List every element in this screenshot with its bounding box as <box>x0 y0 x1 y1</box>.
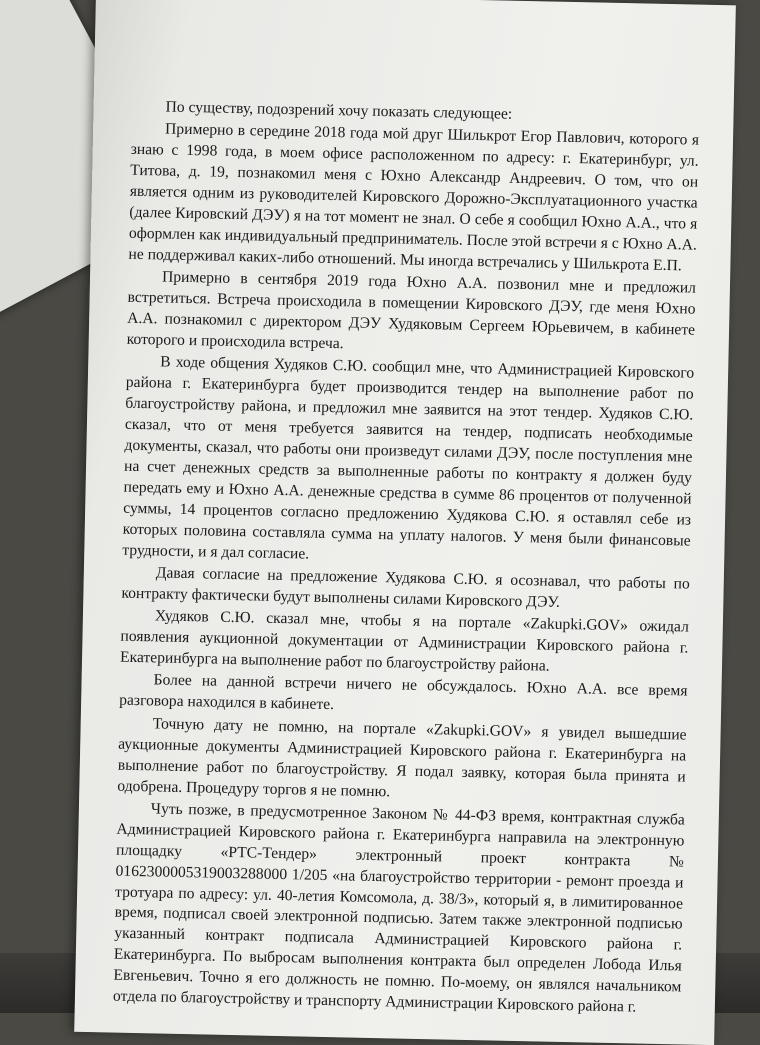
paragraph-meeting-end: Более на данной встречи ничего не обсуждалось. Юхно А.А. все время разговора находился в кабинете. <box>118 671 688 714</box>
paragraph-tender-offer: В ходе общения Худяков С.Ю. сообщил мне, что Администрацией Кировского района г. Екатеринбурга будет производится тендер на выполнение работ по благоустройству района, и предложил мне заявится на этот тендер. Худяков С.Ю. сказал, что от меня требуется заявится на тендер, подписать необходимые документы, сказал, что работы они произведут силами ДЭУ, после поступления мне на счет денежных средств за выполненные работы по контракту я должен буду передать ему и Юхно А.А. денежные средства в сумме 86 процентов от полученной суммы, 14 процентов согласно предложению Худякова С.Ю. я оставлял себе из которых половина составляла сумма на уплату налогов. У меня были финансовые трудности, и я дал согласие. <box>122 353 695 563</box>
document-body <box>113 97 700 1021</box>
paragraph-meeting: Примерно в сентября 2019 года Юхно А.А. позвонил мне и предложил встретиться. Встреча происходила в помещении Кировского ДЭУ, где меня Юхно А.А. познакомил с директором ДЭУ Худяковым Сергеем Юрьевичем, в кабинете которого и происходила встреча. <box>126 268 697 353</box>
paragraph-contract: Чуть позже, в предусмотренное Законом № 44-ФЗ время, контрактная служба Администрацией Кировского района г. Екатеринбурга направила на электронную площадку «РТС-Тендер» электронный проект контракта № 0162300005319003288000 1/205 «на благоустройство территории - ремонт проезда и тротуара по адресу: ул. 40-летия Комсомола, д. 38/3», который я, в лимитированное время, подписал своей электронной подписью. Затем также электронной подписью указанный контракт подписала Администрацией Кировского района г. Екатеринбурга. По выбросам выполнения контракта был определен Лобода Илья Евгеньевич. Точно я его должность не помню. По-моему, он являлся начальником отдела по благоустройству и транспорту Администрации Кировского района г. <box>112 800 685 1016</box>
paragraph-application: Точную дату не помню, на портале «Zakupki.GOV» я увидел вышедшие аукционные документы Администрацией Кировского района г. Екатеринбурга на выполнение работ по благоустройству. Я подал заявку, которая была принята и одобрена. Процедуру торгов я не помню. <box>117 715 687 800</box>
intro-line: По существу, подозрений хочу показать следующее: <box>165 98 513 123</box>
paragraph-consent: Давая согласие на предложение Худякова С.Ю. я осознавал, что работы по контракту фактически будут выполнены силами Кировского ДЭУ. <box>121 564 690 611</box>
document-page <box>74 0 736 1045</box>
paragraph-portal: Худяков С.Ю. сказал мне, чтобы я на портале «Zakupki.GOV» ожидал появления аукционной документации от Администрации Кировского района г. Екатеринбурга на выполнение работ по благоустройству района. <box>119 607 690 675</box>
paragraph-acquaintance: Примерно в середине 2018 года мой друг Шилькрот Егор Павлович, которого я знаю с 1998 года, в моем офисе расположенном по адресу: г. Екатеринбург, ул. Титова, д. 19, познакомил меня с Юхно Александр Андреевич. О том, что он является одним из руководителей Кировского Дорожно-Эксплуатационного участка (далее Кировский ДЭУ) я на тот момент не знал. О себе я сообщил Юхно А.А., что я оформлен как индивидуальный предприниматель. После этой встречи я с Юхно А.А. не поддерживал каких-либо отношений. Мы иногда встречались у Шилькрота Е.П. <box>128 120 700 275</box>
